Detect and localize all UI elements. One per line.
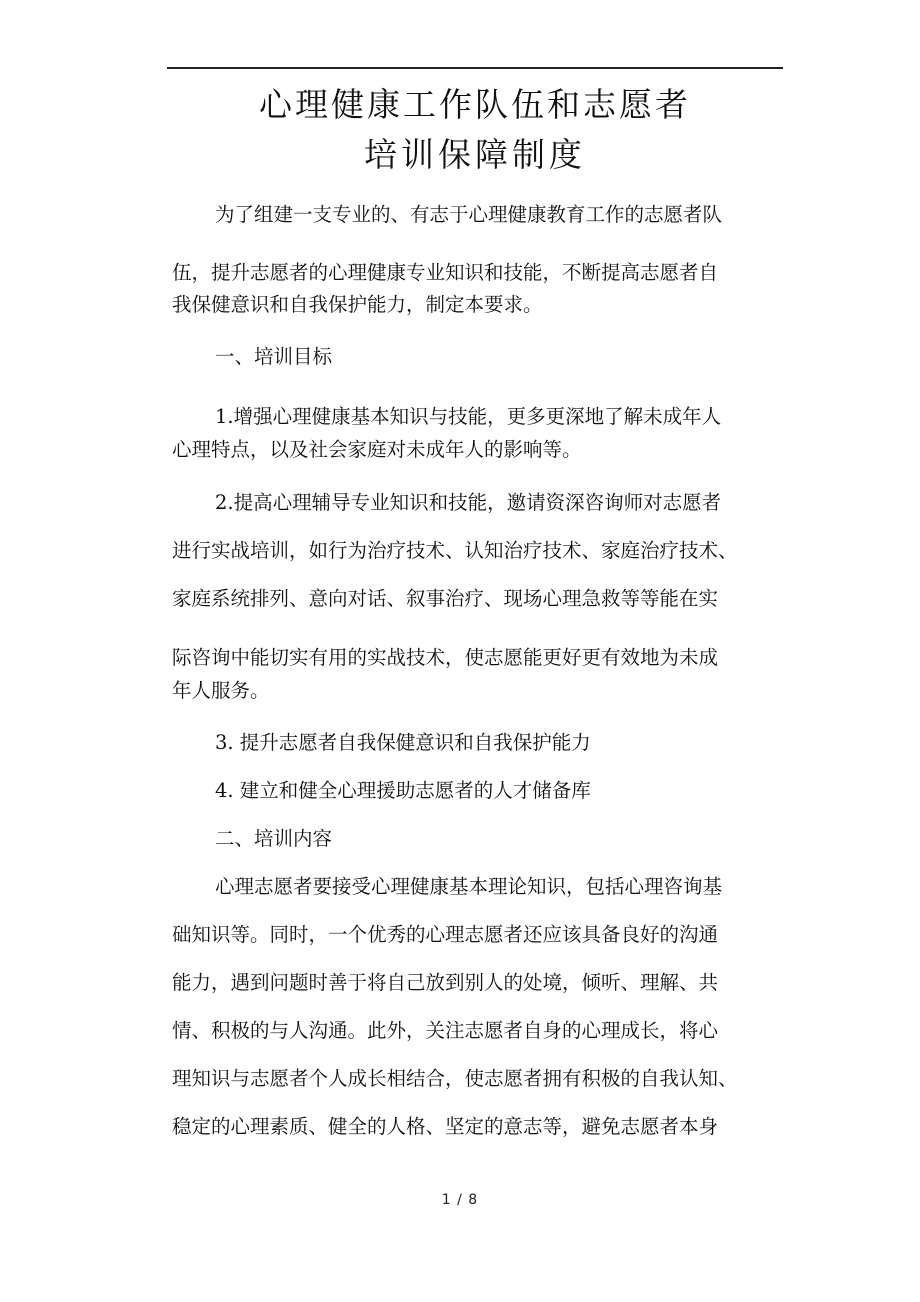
list-item-line: 家庭系统排列、意向对话、叙事治疗、现场心理急救等等能在实 [172,587,719,610]
list-item-line: 3. 提升志愿者自我保健意识和自我保护能力 [215,731,591,754]
list-item-line: 年人服务。 [172,679,270,702]
paragraph-line: 我保健意识和自我保护能力，制定本要求。 [172,293,543,316]
document-title-line-2: 培训保障制度 [364,135,586,174]
paragraph-line: 情、积极的与人沟通。此外，关注志愿者自身的心理成长，将心 [172,1019,719,1042]
paragraph-line: 能力，遇到问题时善于将自己放到别人的处境，倾听、理解、共 [172,971,719,994]
page-number: 1 / 8 [441,1192,479,1208]
document-title-line-1: 心理健康工作队伍和志愿者 [259,85,691,124]
paragraph-line: 为了组建一支专业的、有志于心理健康教育工作的志愿者队 [215,203,723,226]
paragraph-line: 理知识与志愿者个人成长相结合，使志愿者拥有积极的自我认知、 [172,1067,738,1090]
list-item-line: 进行实战培训，如行为治疗技术、认知治疗技术、家庭治疗技术、 [172,539,738,562]
paragraph-line: 心理志愿者要接受心理健康基本理论知识，包括心理咨询基 [215,875,723,898]
paragraph-line: 稳定的心理素质、健全的人格、坚定的意志等，避免志愿者本身 [172,1115,719,1138]
section-heading: 二、培训内容 [215,827,333,850]
paragraph-line: 伍，提升志愿者的心理健康专业知识和技能，不断提高志愿者自 [172,261,719,284]
section-heading: 一、培训目标 [215,345,333,368]
header-rule [167,67,783,69]
list-item-line: 2.提高心理辅导专业知识和技能，邀请资深咨询师对志愿者 [215,491,722,514]
list-item-line: 4. 建立和健全心理援助志愿者的人才储备库 [215,779,591,802]
list-item-line: 心理特点，以及社会家庭对未成年人的影响等。 [172,438,582,461]
list-item-line: 际咨询中能切实有用的实战技术，使志愿能更好更有效地为未成 [172,646,719,669]
paragraph-line: 础知识等。同时，一个优秀的心理志愿者还应该具备良好的沟通 [172,923,719,946]
list-item-line: 1.增强心理健康基本知识与技能，更多更深地了解未成年人 [215,405,722,428]
